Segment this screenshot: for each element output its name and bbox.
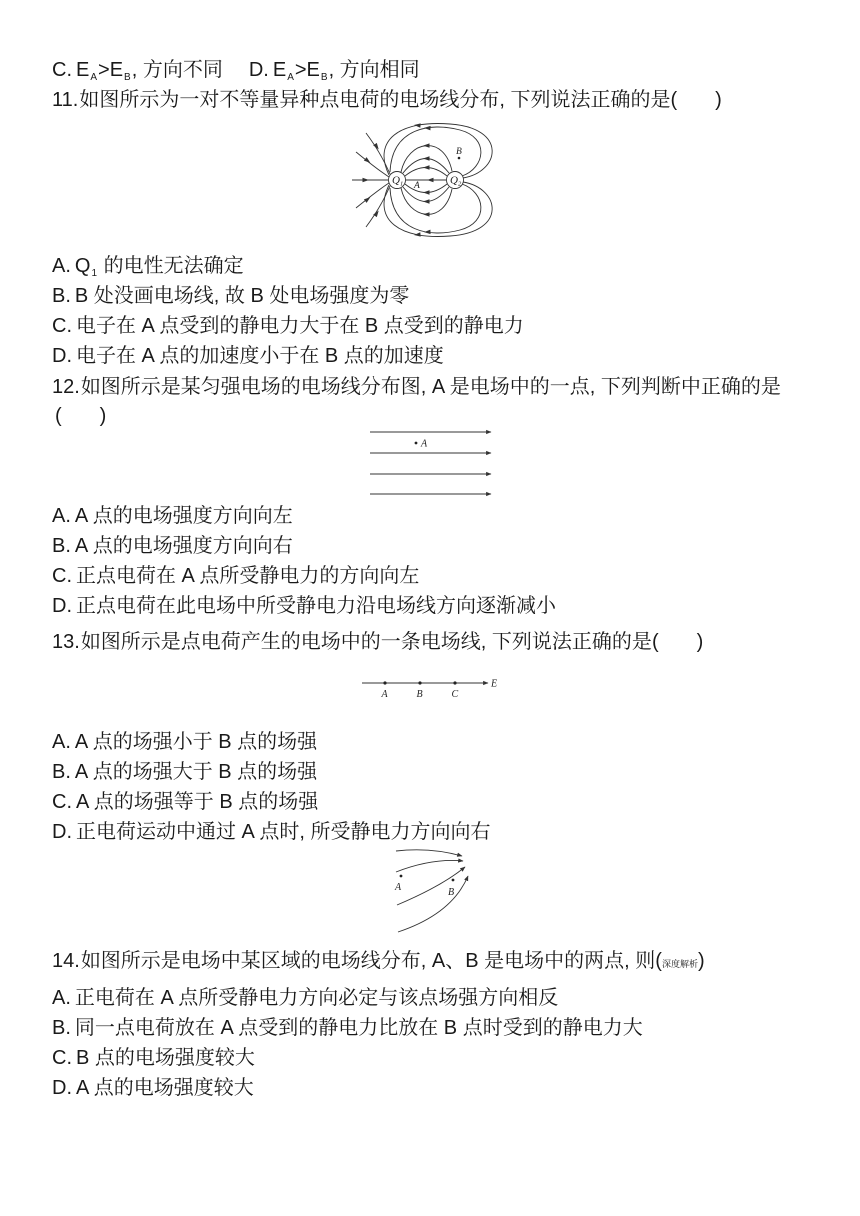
question-text: 如图所示是某匀强电场的电场线分布图, A 是电场中的一点, 下列判断中正确的是 [80, 376, 781, 398]
charge-symbol: Q [392, 174, 400, 187]
option-text: 电子在 A 点的加速度小于在 B 点的加速度 [76, 345, 444, 367]
option-label: C. [52, 59, 72, 81]
relation-text: >E [294, 59, 320, 81]
option-label: B. [52, 285, 71, 307]
option-text: A 点的电场强度较大 [76, 1077, 254, 1099]
option-text: , 方向相同 [328, 59, 420, 81]
field-arrow [423, 165, 430, 169]
point-a-label: A [421, 438, 428, 450]
option-label: A. [52, 731, 71, 753]
option-label: D. [52, 1077, 72, 1099]
q14-option-b [52, 1013, 643, 1043]
field-arrow [363, 178, 370, 182]
answer-bracket-close: ) [696, 631, 704, 653]
q12-figure-uniform-field [365, 426, 497, 500]
q13-figure-single-field-line [356, 672, 502, 702]
point-a-dot [400, 875, 403, 878]
option-label: D. [52, 595, 72, 617]
option-text: A 点的场强等于 B 点的场强 [76, 791, 319, 813]
field-arrow [423, 212, 430, 216]
q12-option-d [52, 591, 556, 621]
option-label: A. [52, 255, 71, 277]
q13-stem [52, 627, 703, 657]
option-label: B. [52, 761, 71, 783]
option-label: C. [52, 565, 72, 587]
option-label: A. [52, 987, 71, 1009]
q10-option-d [249, 55, 420, 89]
relation-text: >E [98, 59, 124, 81]
point-b-label: B [456, 147, 462, 157]
question-number: 14. [52, 950, 80, 972]
field-e-label: E [491, 678, 498, 690]
field-arrow [424, 230, 431, 235]
q12-option-a [52, 501, 293, 531]
option-label: C. [52, 1047, 72, 1069]
option-text: A 点的场强大于 B 点的场强 [74, 761, 318, 783]
point-a-label: A [414, 181, 420, 191]
option-text: 电子在 A 点受到的静电力大于在 B 点受到的静电力 [76, 315, 524, 337]
tag-bracket-close: ) [697, 950, 705, 972]
charge-subscript: 2 [457, 180, 462, 188]
question-text: 如图所示是点电荷产生的电场中的一条电场线, 下列说法正确的是 [80, 631, 652, 653]
field-line [397, 867, 465, 905]
field-line [398, 876, 468, 932]
field-arrow [423, 190, 430, 194]
question-number: 13. [52, 631, 80, 653]
option-text: 正点电荷在此电场中所受静电力沿电场线方向逐渐减小 [76, 595, 556, 617]
q11-option-b [52, 281, 409, 311]
option-text: A 点的场强小于 B 点的场强 [74, 731, 318, 753]
q13-option-b [52, 757, 317, 787]
option-text: , 方向不同 [131, 59, 223, 81]
option-text: 正电荷在 A 点所受静电力方向必定与该点场强方向相反 [74, 987, 559, 1009]
point-b-dot [458, 157, 461, 160]
subscript: B [320, 72, 328, 83]
q13-option-a [52, 727, 317, 757]
option-label: D. [52, 821, 72, 843]
field-arrow [427, 178, 434, 182]
q13-option-c [52, 787, 318, 817]
point-b-label: B [448, 887, 455, 898]
option-text: B 点的电场强度较大 [76, 1047, 255, 1069]
option-text: A 点的电场强度方向向右 [74, 535, 293, 557]
field-line [405, 168, 447, 177]
option-label: D. [248, 59, 269, 81]
field-arrow [423, 156, 430, 160]
option-label: C. [52, 791, 72, 813]
field-symbol: E [272, 59, 287, 81]
option-text: 正点电荷在 A 点所受静电力的方向向左 [76, 565, 420, 587]
q11-stem [52, 85, 722, 115]
q14-figure-field-region [388, 844, 476, 938]
field-line [390, 127, 481, 176]
question-text: 如图所示是电场中某区域的电场线分布, A、B 是电场中的两点, 则 [80, 950, 656, 972]
subscript: A [90, 72, 98, 83]
field-arrow [423, 199, 430, 203]
q12-answer-bracket [55, 401, 106, 431]
option-text: 同一点电荷放在 A 点受到的静电力比放在 B 点时受到的静电力大 [74, 1017, 643, 1039]
point-c-dot [453, 681, 456, 684]
question-number: 11. [52, 89, 79, 111]
question-text: 如图所示为一对不等量异种点电荷的电场线分布, 下列说法正确的是 [79, 89, 671, 111]
q11-option-c [52, 311, 524, 341]
option-label: C. [52, 315, 72, 337]
option-text: A 点的电场强度方向向左 [74, 505, 293, 527]
answer-bracket-close: ) [99, 405, 107, 427]
q11-option-d [52, 341, 444, 371]
q14-option-d [52, 1073, 254, 1103]
charge-subscript: 1 [399, 180, 404, 188]
q12-option-c [52, 561, 419, 591]
answer-bracket-open: ( [651, 631, 659, 653]
answer-bracket-close: ) [715, 89, 722, 111]
q11-option-a [52, 251, 244, 281]
q12-option-b [52, 531, 293, 561]
point-a-label: A [381, 689, 388, 700]
point-c-label: C [451, 689, 459, 700]
point-a-dot [383, 681, 386, 684]
option-text: B 处没画电场线, 故 B 处电场强度为零 [74, 285, 410, 307]
field-arrow [423, 143, 430, 147]
point-a-dot [415, 442, 418, 445]
field-line [396, 850, 462, 856]
q14-option-c [52, 1043, 255, 1073]
field-arrow [414, 123, 421, 128]
field-line [390, 184, 481, 233]
q10-option-c [52, 59, 223, 81]
field-line [396, 860, 463, 872]
deep-analysis-tag: 深度解析 [661, 959, 698, 969]
field-arrow [414, 232, 421, 237]
field-symbol: E [76, 59, 90, 81]
subscript: A [287, 72, 294, 83]
q13-option-d [52, 817, 490, 847]
field-line [405, 184, 447, 193]
option-text: 的电性无法确定 [98, 255, 244, 277]
field-line [403, 159, 449, 174]
q12-stem [52, 372, 781, 402]
tag-bracket-open: ( [655, 950, 662, 972]
q14-option-a [52, 983, 558, 1013]
q14-stem [52, 946, 705, 976]
field-arrow [424, 126, 431, 131]
charge-symbol: Q [450, 174, 458, 187]
option-text: 正电荷运动中通过 A 点时, 所受静电力方向向右 [76, 821, 491, 843]
charge-symbol: Q [74, 255, 91, 277]
point-b-dot [452, 879, 455, 882]
option-label: B. [52, 535, 71, 557]
option-label: D. [52, 345, 72, 367]
subscript: B [124, 72, 131, 83]
q10-remaining-options [52, 55, 420, 85]
field-line [403, 187, 449, 202]
option-label: B. [52, 1017, 71, 1039]
question-number: 12. [52, 376, 80, 398]
subscript: 1 [91, 268, 98, 279]
point-b-label: B [416, 689, 423, 700]
option-label: A. [52, 505, 71, 527]
point-b-dot [418, 681, 421, 684]
answer-bracket-open: ( [55, 405, 62, 427]
answer-bracket-open: ( [670, 89, 678, 111]
point-a-label: A [395, 882, 402, 893]
q11-figure-unequal-charges-field [345, 118, 510, 244]
